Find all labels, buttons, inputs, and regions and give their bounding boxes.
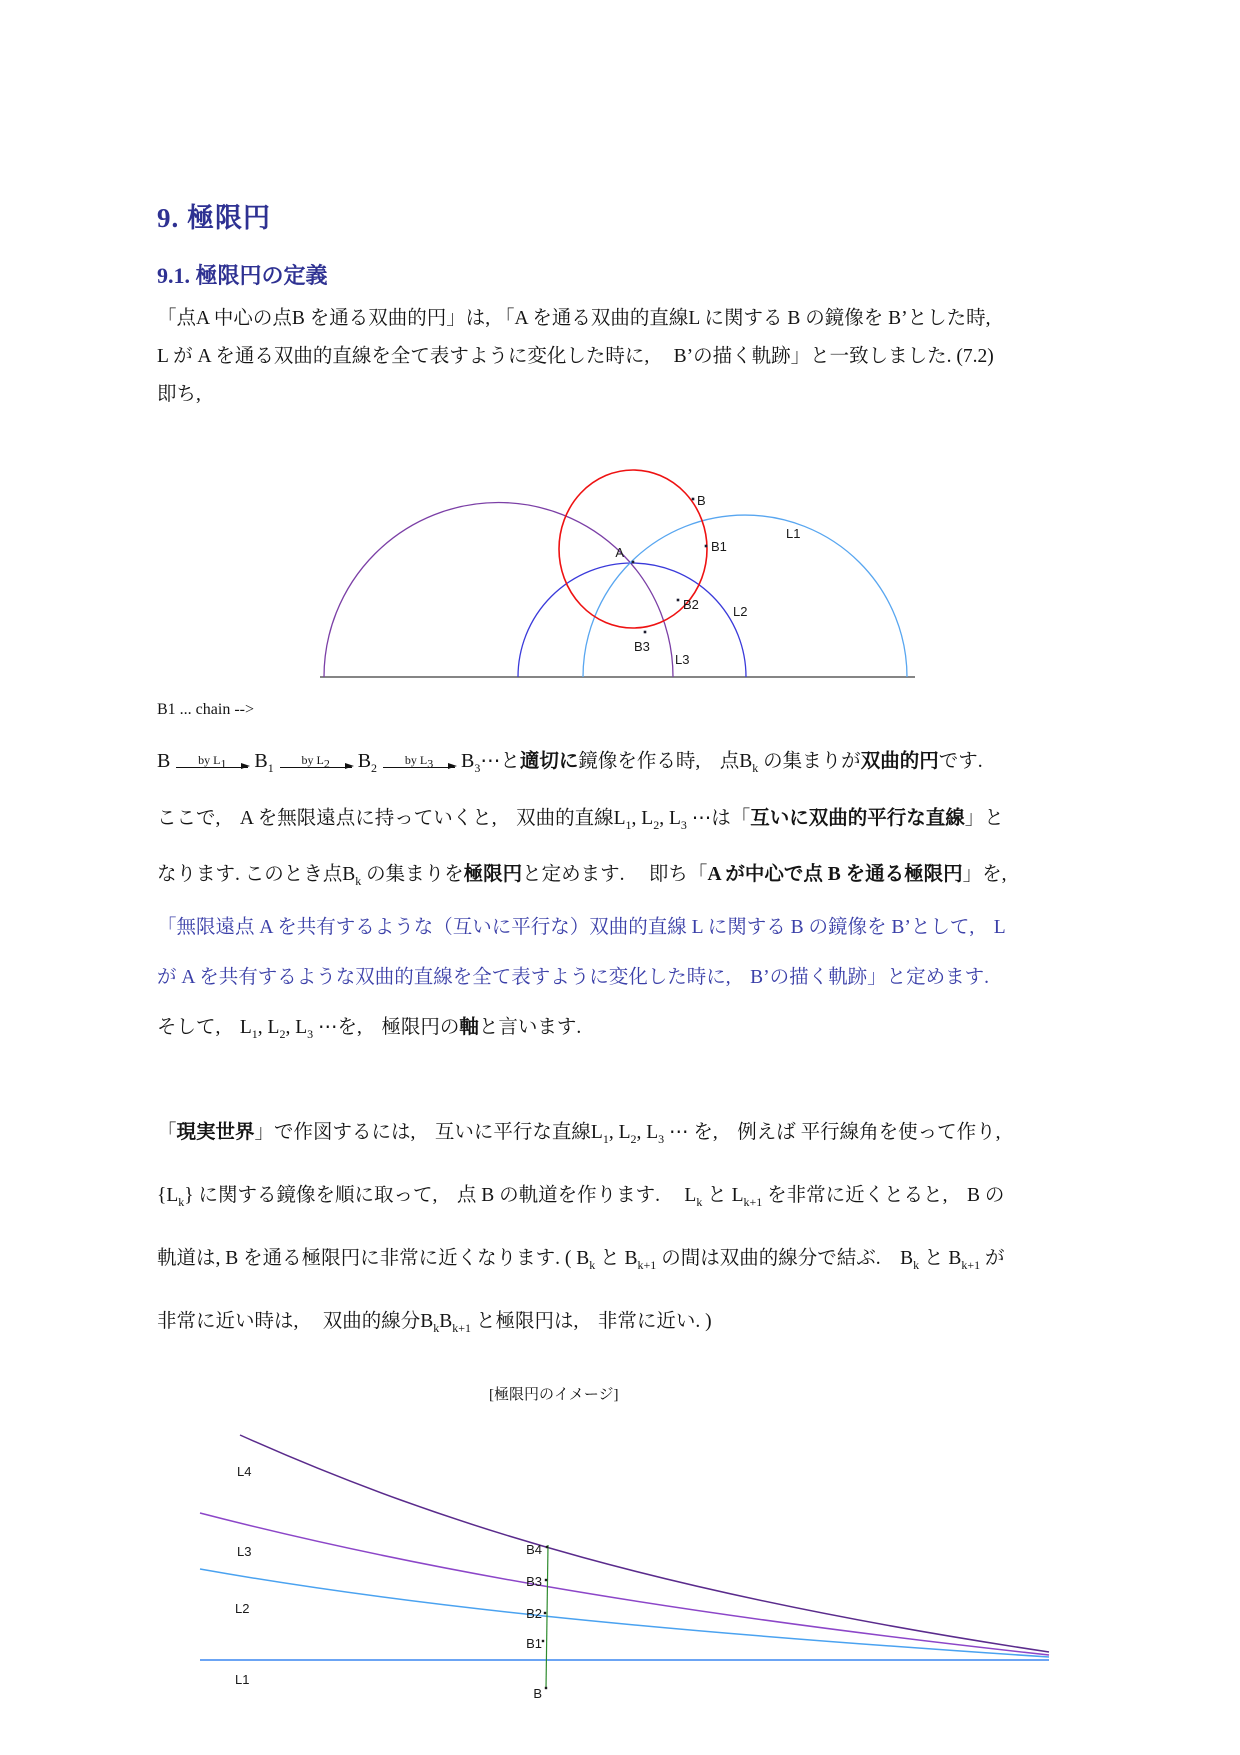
mirror-chain-formula bbox=[157, 745, 1115, 773]
chain-node-b3: $B_3$ bbox=[461, 750, 481, 775]
point-a-dot bbox=[632, 561, 635, 564]
line-l3-label: L3 bbox=[237, 1544, 252, 1559]
chain-arrow-1-label: by $L_1$ bbox=[198, 753, 227, 771]
line-l2-label: L2 bbox=[235, 1601, 250, 1616]
line-l1-label: L1 bbox=[786, 526, 801, 541]
point-a-label: A bbox=[615, 545, 624, 560]
figure-hyperbolic-circle bbox=[267, 416, 947, 701]
hyperbolic-line-l3-arc bbox=[324, 503, 673, 677]
arrow-right-icon bbox=[383, 767, 455, 768]
point-b1-label: B1 bbox=[526, 1636, 542, 1651]
chain-arrow-3-label: by $L_3$ bbox=[404, 753, 434, 771]
point-b1-dot bbox=[705, 545, 708, 548]
realworld-line-4: 非常に近い時は, 双曲的線分$B_kB_{k+1}$ と極限円は, 非常に近い. ) bbox=[157, 1311, 712, 1335]
point-b-label: B bbox=[533, 1686, 542, 1701]
point-b-dot bbox=[692, 498, 695, 501]
point-b4-dot bbox=[546, 1546, 548, 1548]
chain-sentence: と適切に鏡像を作る時, 点$B_k$ の集まりが双曲的円です. bbox=[500, 751, 983, 775]
chain-arrow-3 bbox=[383, 753, 455, 771]
point-b2-label: B2 bbox=[683, 597, 699, 612]
horocycle-line-2: なります. このとき点$B_k$ の集まりを極限円と定めます. 即ち「A が中心で点 B を通る極限円」を, bbox=[157, 864, 1007, 888]
blue-definition-line-1: 「無限遠点 A を共有するような（互いに平行な）双曲的直線 L に関する B の鏡像を B’として, L bbox=[157, 917, 1006, 938]
figure-horocycle-image bbox=[177, 1408, 1067, 1708]
point-b4-label: B4 bbox=[526, 1542, 542, 1557]
chain-ellipsis: ⋯ bbox=[480, 750, 501, 772]
intro-line-3: 即ち, bbox=[157, 384, 201, 405]
point-b-label: B bbox=[697, 493, 706, 508]
chain-node-b2: $B_2$ bbox=[357, 750, 378, 775]
parallel-line-l2-curve bbox=[200, 1569, 1049, 1657]
chain-start: B bbox=[157, 750, 171, 772]
arrow-right-icon bbox=[176, 767, 248, 768]
point-b3-dot bbox=[644, 631, 647, 634]
section-heading: 9. 極限円 bbox=[157, 203, 271, 233]
intro-line-1: 「点A 中心の点B を通る双曲的円」は, 「A を通る双曲的直線L に関する B の鏡像を B’とした時, bbox=[157, 308, 991, 329]
parallel-line-l4-curve bbox=[240, 1435, 1049, 1652]
chain-arrow-2-label: by $L_2$ bbox=[301, 753, 330, 771]
figure2-caption: [極限円のイメージ] bbox=[489, 1387, 619, 1403]
axis-sentence: そして, $L_1$, $L_2$, $L_3$ ⋯を, 極限円の軸と言います. bbox=[157, 1017, 582, 1041]
spacer bbox=[157, 1053, 1115, 1101]
realworld-line-1: 「現実世界」で作図するには, 互いに平行な直線$L_1$, $L_2$, $L_3$ ⋯ を, 例えば 平行線角を使って作り, bbox=[157, 1122, 1001, 1146]
line-l2-label: L2 bbox=[733, 604, 748, 619]
chain-arrow-2 bbox=[280, 753, 352, 771]
point-b3-label: B3 bbox=[526, 1574, 542, 1589]
arrow-right-icon bbox=[280, 767, 352, 768]
hyperbolic-line-l1-arc bbox=[583, 515, 907, 677]
chain-arrow-1 bbox=[176, 753, 248, 771]
point-b2-label: B2 bbox=[526, 1606, 542, 1621]
horocycle-line-1: ここで, A を無限遠点に持っていくと, 双曲的直線$L_1$, $L_2$, $L_3$ ⋯は「互いに双曲的平行な直線」と bbox=[157, 808, 1004, 832]
blue-definition-line-2: が A を共有するような双曲的直線を全て表すように変化した時に, B’の描く軌跡」と定めます. bbox=[157, 967, 990, 988]
point-b2-dot bbox=[677, 599, 680, 602]
intro-line-2: L が A を通る双曲的直線を全て表すように変化した時に, B’の描く軌跡」と一致しました. (7.2) bbox=[157, 346, 994, 367]
subsection-heading: 9.1. 極限円の定義 bbox=[157, 263, 328, 288]
point-b1-label: B1 bbox=[711, 539, 727, 554]
document-page: 9. 極限円 9.1. 極限円の定義 「点A 中心の点B を通る双曲的円」は, 「A を通る双曲的直線L に関する B の鏡像を B’とした時, L が A を通る双曲的直線を全て表すように変化した時に, B’の描く軌跡」と一致しました. (7.2) 即ち, A B B1 B2 B3 L1 L2 L3 B1 ... chain --> B by $L_1$ $B_1$ by $L_2$ $B_2$ by $L_3$ $B_3$ ⋯ と適切に鏡像を作る時, 点$B_k$ の集まりが双曲的円です. ここで, A を無限遠点に持っていくと, 双曲的直線$L_1$, $L_2$, $L_3$ ⋯は「互いに双曲的平行な直線」と なります. このとき点$B_k$ の集まりを極限円と定めます. 即ち「A が中心で点 B を通る極限円」を, 「無限遠点 A を共有するような（互いに平行な）双曲的直線 L に関する B の鏡像を B’として, L が A を共有するような双曲的直線を全て表すように変化した時に, B’の描く軌跡」と定めます. そして, $L_1$, $L_2$, $L_3$ ⋯を, 極限円の軸と言います. 「現実世界」で作図するには, 互いに平行な直線$L_1$, $L_2$, $L_3$ ⋯ を, 例えば 平行線角を使って作り, $\{L_k\}$ に関する鏡像を順に取って, 点 B の軌道を作ります. $L_k$ と $L_{k+1}$ を非常に近くとると, B の 軌道は, B を通る極限円に非常に近くなります. ( $B_k$ と $B_{k+1}$ の間は双曲的線分で結ぶ. $B_k$ と $B_{k+1}$ が 非常に近い時は, 双曲的線分$B_kB_{k+1}$ と極限円は, 非常に近い. ) [極限円のイメージ] L4 L3 L2 L1 B4 B3 B2 B1 B bbox=[0, 0, 1240, 1708]
point-b3-dot bbox=[545, 1579, 547, 1581]
line-l3-label: L3 bbox=[675, 652, 690, 667]
point-b2-dot bbox=[544, 1612, 546, 1614]
hyperbolic-line-l2-arc bbox=[518, 563, 746, 677]
line-l4-label: L4 bbox=[237, 1464, 252, 1479]
realworld-line-3: 軌道は, B を通る極限円に非常に近くなります. ( $B_k$ と $B_{k+1}$ の間は双曲的線分で結ぶ. $B_k$ と $B_{k+1}$ が bbox=[157, 1248, 1005, 1272]
point-b1-dot bbox=[542, 1640, 544, 1642]
realworld-line-2: $\{L_k\}$ に関する鏡像を順に取って, 点 B の軌道を作ります. $L_k$ と $L_{k+1}$ を非常に近くとると, B の bbox=[157, 1185, 1005, 1209]
point-b-dot bbox=[545, 1687, 547, 1689]
point-b3-label: B3 bbox=[634, 639, 650, 654]
parallel-line-l3-curve bbox=[200, 1513, 1049, 1655]
line-l1-label: L1 bbox=[235, 1672, 250, 1687]
chain-node-b1: $B_1$ bbox=[254, 750, 274, 775]
